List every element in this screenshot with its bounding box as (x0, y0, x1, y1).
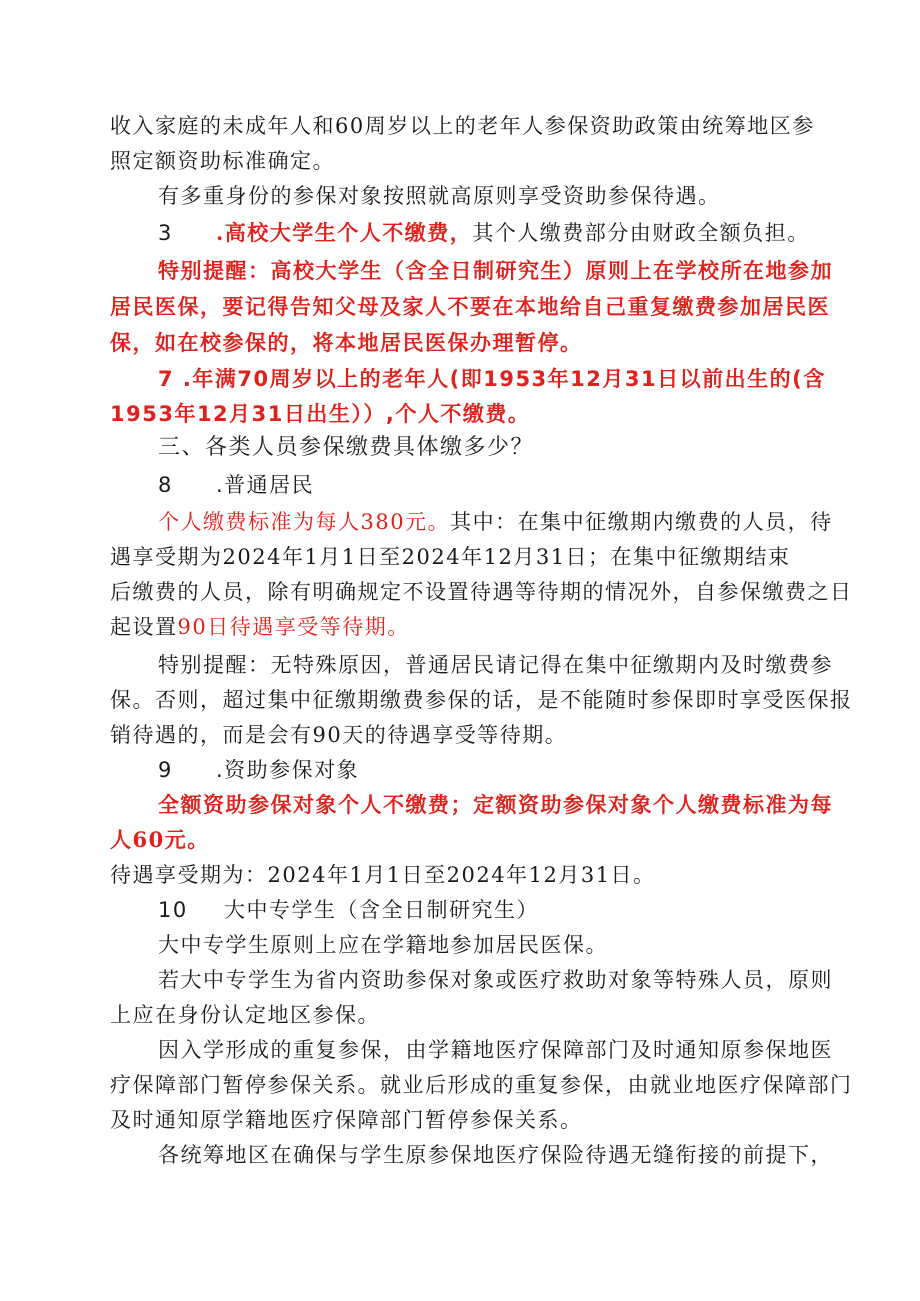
item3-rest: 其个人缴费部分由财政全额负担。 (472, 221, 810, 245)
notice2-line1: 特别提醒：无特殊原因，普通居民请记得在集中征缴期内及时缴费参 (158, 653, 833, 677)
item7-line1: 7 .年满70周岁以上的老年人(即1953年12月31日以前出生的(含 (158, 367, 826, 391)
item10-title: 大中专学生（含全日制研究生） (224, 898, 539, 922)
student-p2-line1: 若大中专学生为省内资助参保对象或医疗救助对象等特殊人员，原则 (158, 968, 833, 992)
fee-rest: 其中：在集中征缴期内缴费的人员，待 (450, 510, 833, 534)
fee-line4-plain: 起设置 (110, 615, 178, 639)
item8-title: .普通居民 (216, 473, 315, 497)
fee-highlight: 个人缴费标准为每人380元。 (158, 510, 451, 534)
notice1-line1: 特别提醒：高校大学生（含全日制研究生）原则上在学校所在地参加 (158, 258, 833, 283)
item3-line (158, 218, 810, 248)
student-p3-line2: 疗保障部门暂停参保关系。就业后形成的重复参保，由就业地医疗保障部门 (110, 1073, 853, 1097)
item8-number: 8 (158, 473, 173, 497)
item7-line2: 1953年12月31日出生））,个人不缴费。 (110, 402, 531, 426)
fee-line3: 后缴费的人员，除有明确规定不设置待遇等待期的情况外，自参保缴费之日 (110, 580, 853, 604)
fee-line2: 遇享受期为2024年1月1日至2024年12月31日；在集中征缴期结束 (110, 545, 791, 569)
student-p1: 大中专学生原则上应在学籍地参加居民医保。 (158, 933, 608, 957)
item3-highlight: .高校大学生个人不缴费， (216, 220, 473, 245)
notice1-line2: 居民医保，要记得告知父母及家人不要在本地给自己重复缴费参加居民医 (110, 294, 830, 319)
p1-line2: 照定额资助标准确定。 (110, 149, 335, 173)
student-p4-line1: 各统筹地区在确保与学生原参保地医疗保险待遇无缝衔接的前提下， (158, 1143, 833, 1167)
item3-number: 3 (158, 221, 173, 245)
student-p3-line1: 因入学形成的重复参保，由学籍地医疗保障部门及时通知原参保地医 (158, 1038, 833, 1062)
item9-heading (158, 755, 359, 785)
aid-line1: 全额资助参保对象个人不缴费；定额资助参保对象个人缴费标准为每 (158, 792, 833, 817)
item9-title: .资助参保对象 (216, 758, 360, 782)
fee-line4-highlight: 90日待遇享受等待期。 (177, 615, 410, 639)
item8-heading (158, 470, 314, 500)
item10-heading (158, 895, 539, 925)
fee-line1 (158, 507, 833, 537)
student-p3-line3: 及时通知原学籍地医疗保障部门暂停参保关系。 (110, 1108, 583, 1132)
notice2-line2: 保。否则，超过集中征缴期缴费参保的话，是不能随时参保即时享受医保报 (110, 688, 853, 712)
student-p2-line2: 上应在身份认定地区参保。 (110, 1003, 380, 1027)
notice1-line3: 保，如在校参保的，将本地居民医保办理暂停。 (110, 330, 583, 355)
notice2-line3: 销待遇的，而是会有90天的待遇享受等待期。 (110, 723, 568, 747)
p1-line1: 收入家庭的未成年人和60周岁以上的老年人参保资助政策由统筹地区参 (110, 114, 815, 138)
aid-period: 待遇享受期为：2024年1月1日至2024年12月31日。 (110, 863, 656, 887)
aid-line2: 人60元。 (110, 827, 210, 852)
fee-line4 (110, 612, 410, 642)
section3-heading: 三、各类人员参保缴费具体缴多少？ (158, 435, 535, 460)
p2-multiple-identity: 有多重身份的参保对象按照就高原则享受资助参保待遇。 (158, 184, 721, 208)
item10-number: 10 (158, 898, 188, 922)
item9-number: 9 (158, 758, 173, 782)
